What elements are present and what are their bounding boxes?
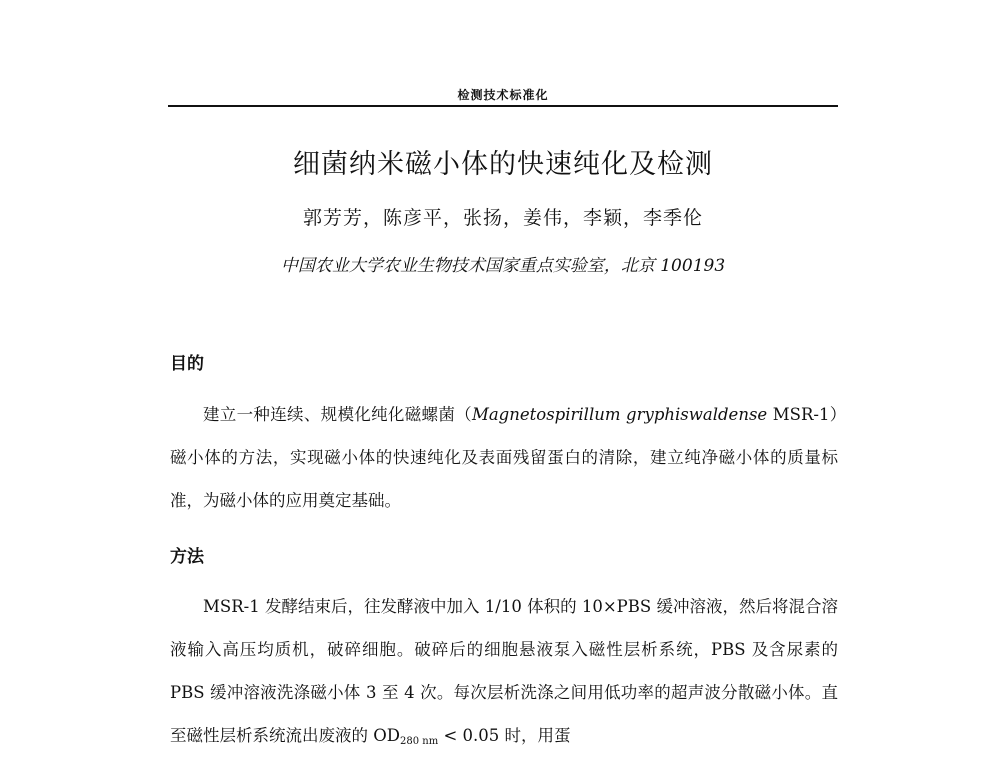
affiliation: 中国农业大学农业生物技术国家重点实验室，北京 100193 bbox=[280, 256, 726, 276]
section-heading-method: 方法 bbox=[170, 547, 204, 567]
paragraph-method bbox=[170, 585, 838, 763]
purpose-text-start: 建立一种连续、规模化纯化磁螺菌（ bbox=[203, 405, 472, 424]
paper-title: 细菌纳米磁小体的快速纯化及检测 bbox=[293, 149, 713, 180]
method-text-end: < 0.05 时，用蛋 bbox=[438, 726, 571, 745]
od-subscript: 280 nm bbox=[400, 736, 439, 747]
purpose-text-end: MSR-1）磁小体的方法，实现磁小体的快速纯化及表面残留蛋白的清除，建立纯净磁小体的质量标准，为磁小体的应用奠定基础。 bbox=[170, 405, 838, 510]
header-rule bbox=[168, 105, 838, 107]
section-heading-purpose: 目的 bbox=[170, 354, 204, 374]
paragraph-purpose bbox=[170, 393, 838, 522]
running-header: 检测技术标准化 bbox=[457, 88, 549, 102]
method-text-start: MSR-1 发酵结束后，往发酵液中加入 1/10 体积的 10×PBS 缓冲溶液，然后将混合溶液输入高压均质机，破碎细胞。破碎后的细胞悬液泵入磁性层析系统，PBS 及含尿素的 PBS 缓冲溶液洗涤磁小体 3 至 4 次。每次层析洗涤之间用低功率的超声波分散磁小体。直至磁性层析系统流出废液的 OD bbox=[170, 597, 838, 745]
species-name: Magnetospirillum gryphiswaldense bbox=[471, 405, 768, 424]
author-list: 郭芳芳，陈彦平，张扬，姜伟，李颖，李季伦 bbox=[302, 207, 703, 229]
